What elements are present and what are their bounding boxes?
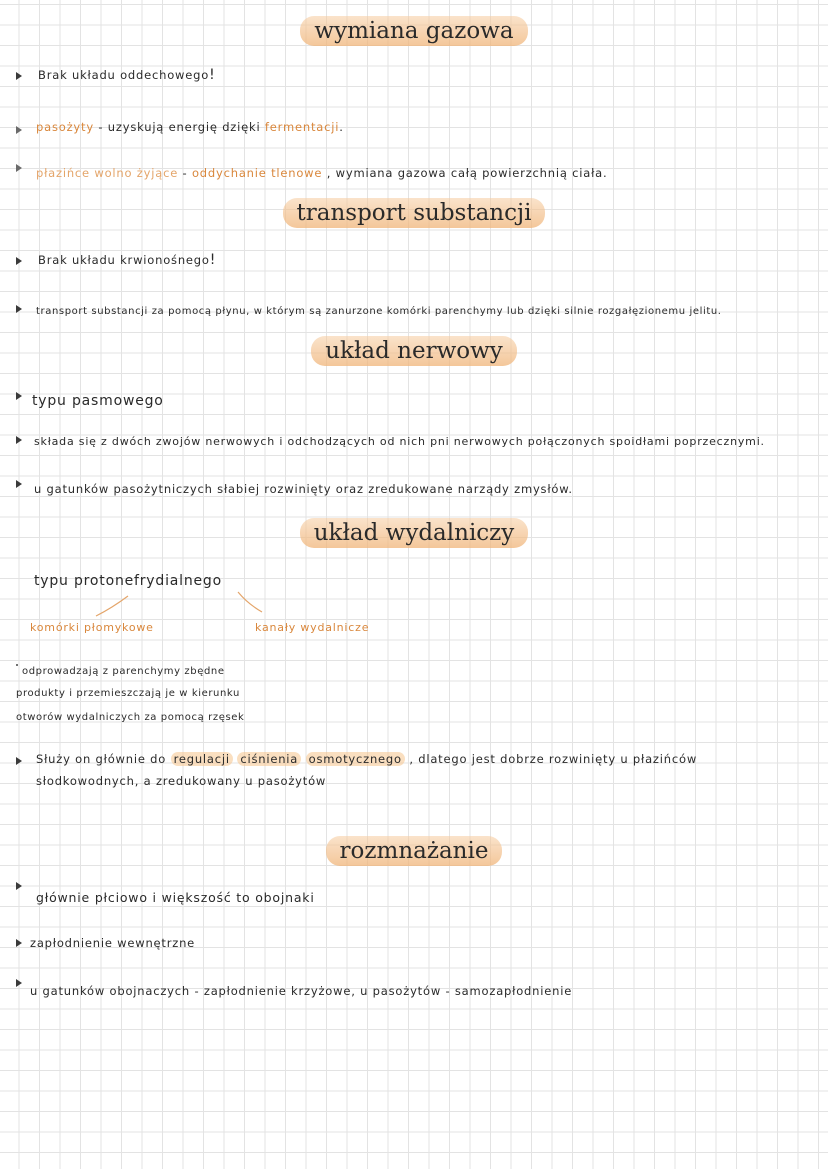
excretory-desc-3: otworów wydalniczych za pomocą rzęsek — [16, 712, 245, 723]
bullet-triangle-icon — [16, 757, 22, 765]
excretory-function-line-2: słodkowodnych, a zredukowany u pasożytów — [36, 774, 327, 788]
heading-gas-exchange: wymiana gazowa — [0, 16, 828, 46]
nerve-line-1: typu pasmowego — [32, 393, 164, 409]
excretory-canals-label: kanały wydalnicze — [255, 621, 370, 634]
excretory-desc-2: produkty i przemieszczają je w kierunku — [16, 688, 240, 699]
no-respiratory-system-text: Brak układu oddechowego — [38, 68, 210, 82]
excretory-function-line-1 — [36, 752, 697, 767]
bullet-triangle-icon — [16, 882, 22, 890]
repro-line-2: zapłodnienie wewnętrzne — [30, 936, 196, 950]
gas-exchange-text: , wymiana gazowa całą powierzchnią ciała. — [322, 166, 608, 180]
flame-cells-label: komórki płomykowe — [30, 621, 154, 634]
arrow-left — [96, 596, 128, 616]
heading-reproduction: rozmnażanie — [0, 836, 828, 866]
fermentation-term: fermentacji — [264, 120, 340, 134]
heading-excretory-system: układ wydalniczy — [0, 518, 828, 548]
bullet-triangle-icon — [16, 979, 22, 987]
dash: - — [178, 166, 192, 180]
exclamation-mark: ! — [209, 67, 216, 83]
nerve-line-2: składa się z dwóch zwojów nerwowych i odchodzących od nich pni nerwowych połączonych spoidłami poprzecznymi. — [34, 435, 765, 448]
bullet-triangle-icon — [16, 939, 22, 947]
free-living-flatworms-term: płazińce wolno żyjące — [36, 166, 179, 180]
no-circulatory-system-text: Brak układu krwionośnego — [38, 253, 210, 267]
pressure-highlight: ciśnienia — [237, 752, 301, 766]
osmotic-highlight: osmotycznego — [306, 752, 405, 766]
function-text: Służy on głównie do — [36, 752, 171, 766]
excretory-type: typu protonefrydialnego — [34, 573, 222, 589]
heading-transport: transport substancji — [0, 198, 828, 228]
regulation-highlight: regulacji — [171, 752, 233, 766]
function-rest-text: , dlatego jest dobrze rozwinięty u płazińców — [404, 752, 698, 766]
energy-text: - uzyskują energię dzięki — [93, 120, 265, 134]
period: . — [339, 120, 344, 134]
parasites-term: pasożyty — [36, 120, 94, 134]
repro-line-1: głównie płciowo i większość to obojnaki — [36, 890, 315, 905]
heading-nervous-system: układ nerwowy — [0, 336, 828, 366]
excretory-desc-1: odprowadzają z parenchymy zbędne — [22, 666, 225, 677]
bullet-dot — [16, 664, 18, 666]
arrow-right — [238, 592, 262, 612]
exclamation-mark: ! — [209, 252, 217, 268]
aerobic-respiration-term: oddychanie tlenowe — [191, 166, 323, 180]
transport-line-2: transport substancji za pomocą płynu, w którym są zanurzone komórki parenchymy lub dzięki silnie rozgałęzionemu jelitu. — [36, 306, 722, 317]
repro-line-3: u gatunków obojnaczych - zapłodnienie krzyżowe, u pasożytów - samozapłodnienie — [30, 984, 573, 998]
nerve-line-3: u gatunków pasożytniczych słabiej rozwinięty oraz zredukowane narządy zmysłów. — [34, 482, 573, 496]
